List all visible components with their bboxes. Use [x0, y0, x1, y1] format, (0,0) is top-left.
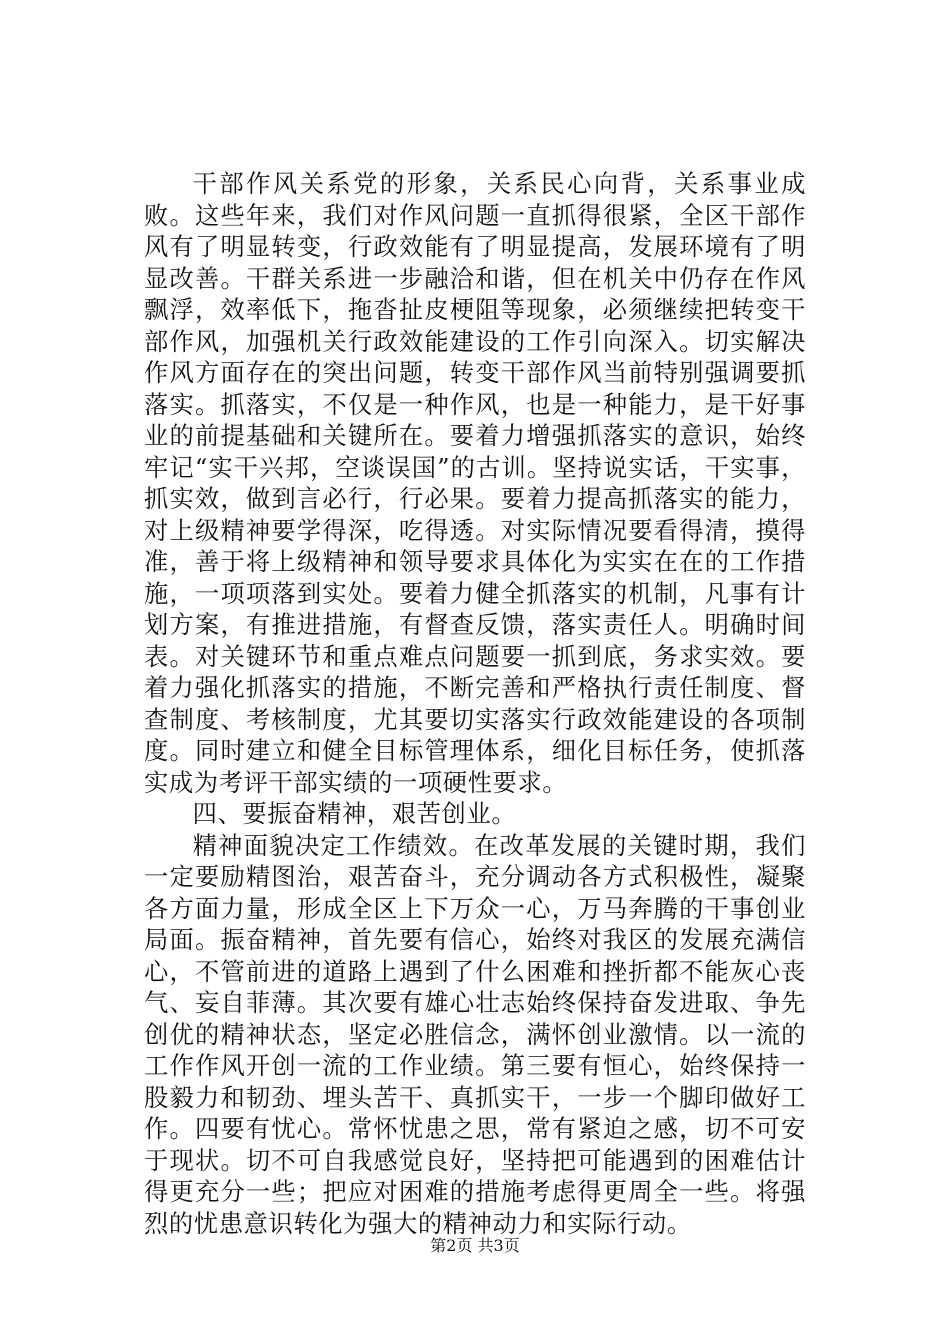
document-body	[144, 168, 806, 1239]
section-heading-four: 四、要振奋精神，艰苦创业。	[192, 799, 517, 828]
paragraph-spirit: 精神面貌决定工作绩效。在改革发展的关键时期，我们一定要励精图治，艰苦奋斗，充分调动各方式积极性，凝聚各方面力量，形成全区上下万众一心，万马奔腾的干事创业局面。振奋精神，首先要有信心，始终对我区的发展充满信心，不管前进的道路上遇到了什么困难和挫折都不能灰心丧气、妄自菲薄。其次要有雄心壮志始终保持奋发进取、争先创优的精神状态，坚定必胜信念，满怀创业激情。以一流的工作作风开创一流的工作业绩。第三要有恒心，始终保持一股毅力和韧劲、埋头苦干、真抓实干，一步一个脚印做好工作。四要有忧心。常怀忧患之思，常有紧迫之感，切不可安于现状。切不可自我感觉良好，坚持把可能遇到的困难估计得更充分一些；把应对困难的措施考虑得更周全一些。将强烈的忧患意识转化为强大的精神动力和实际行动。	[144, 830, 806, 1238]
page-footer: 第2页 共3页	[430, 1236, 520, 1255]
paragraph-work-style: 干部作风关系党的形象，关系民心向背，关系事业成败。这些年来，我们对作风问题一直抓得很紧，全区干部作风有了明显转变，行政效能有了明显提高，发展环境有了明显改善。干群关系进一步融洽和谐，但在机关中仍存在作风飘浮，效率低下，拖沓扯皮梗阻等现象，必须继续把转变干部作风，加强机关行政效能建设的工作引向深入。切实解决作风方面存在的突出问题，转变干部作风当前特别强调要抓落实。抓落实，不仅是一种作风，也是一种能力，是干好事业的前提基础和关键所在。要着力增强抓落实的意识，始终牢记“实干兴邦，空谈误国”的古训。坚持说实话，干实事，抓实效，做到言必行，行必果。要着力提高抓落实的能力，对上级精神要学得深，吃得透。对实际情况要看得清，摸得准，善于将上级精神和领导要求具体化为实实在在的工作措施，一项项落到实处。要着力健全抓落实的机制，凡事有计划方案，有推进措施，有督查反馈，落实责任人。明确时间表。对关键环节和重点难点问题要一抓到底，务求实效。要着力强化抓落实的措施，不断完善和严格执行责任制度、督查制度、考核制度，尤其要切实落实行政效能建设的各项制度。同时建立和健全目标管理体系，细化目标任务，使抓落实成为考评干部实绩的一项硬性要求。	[144, 169, 806, 797]
